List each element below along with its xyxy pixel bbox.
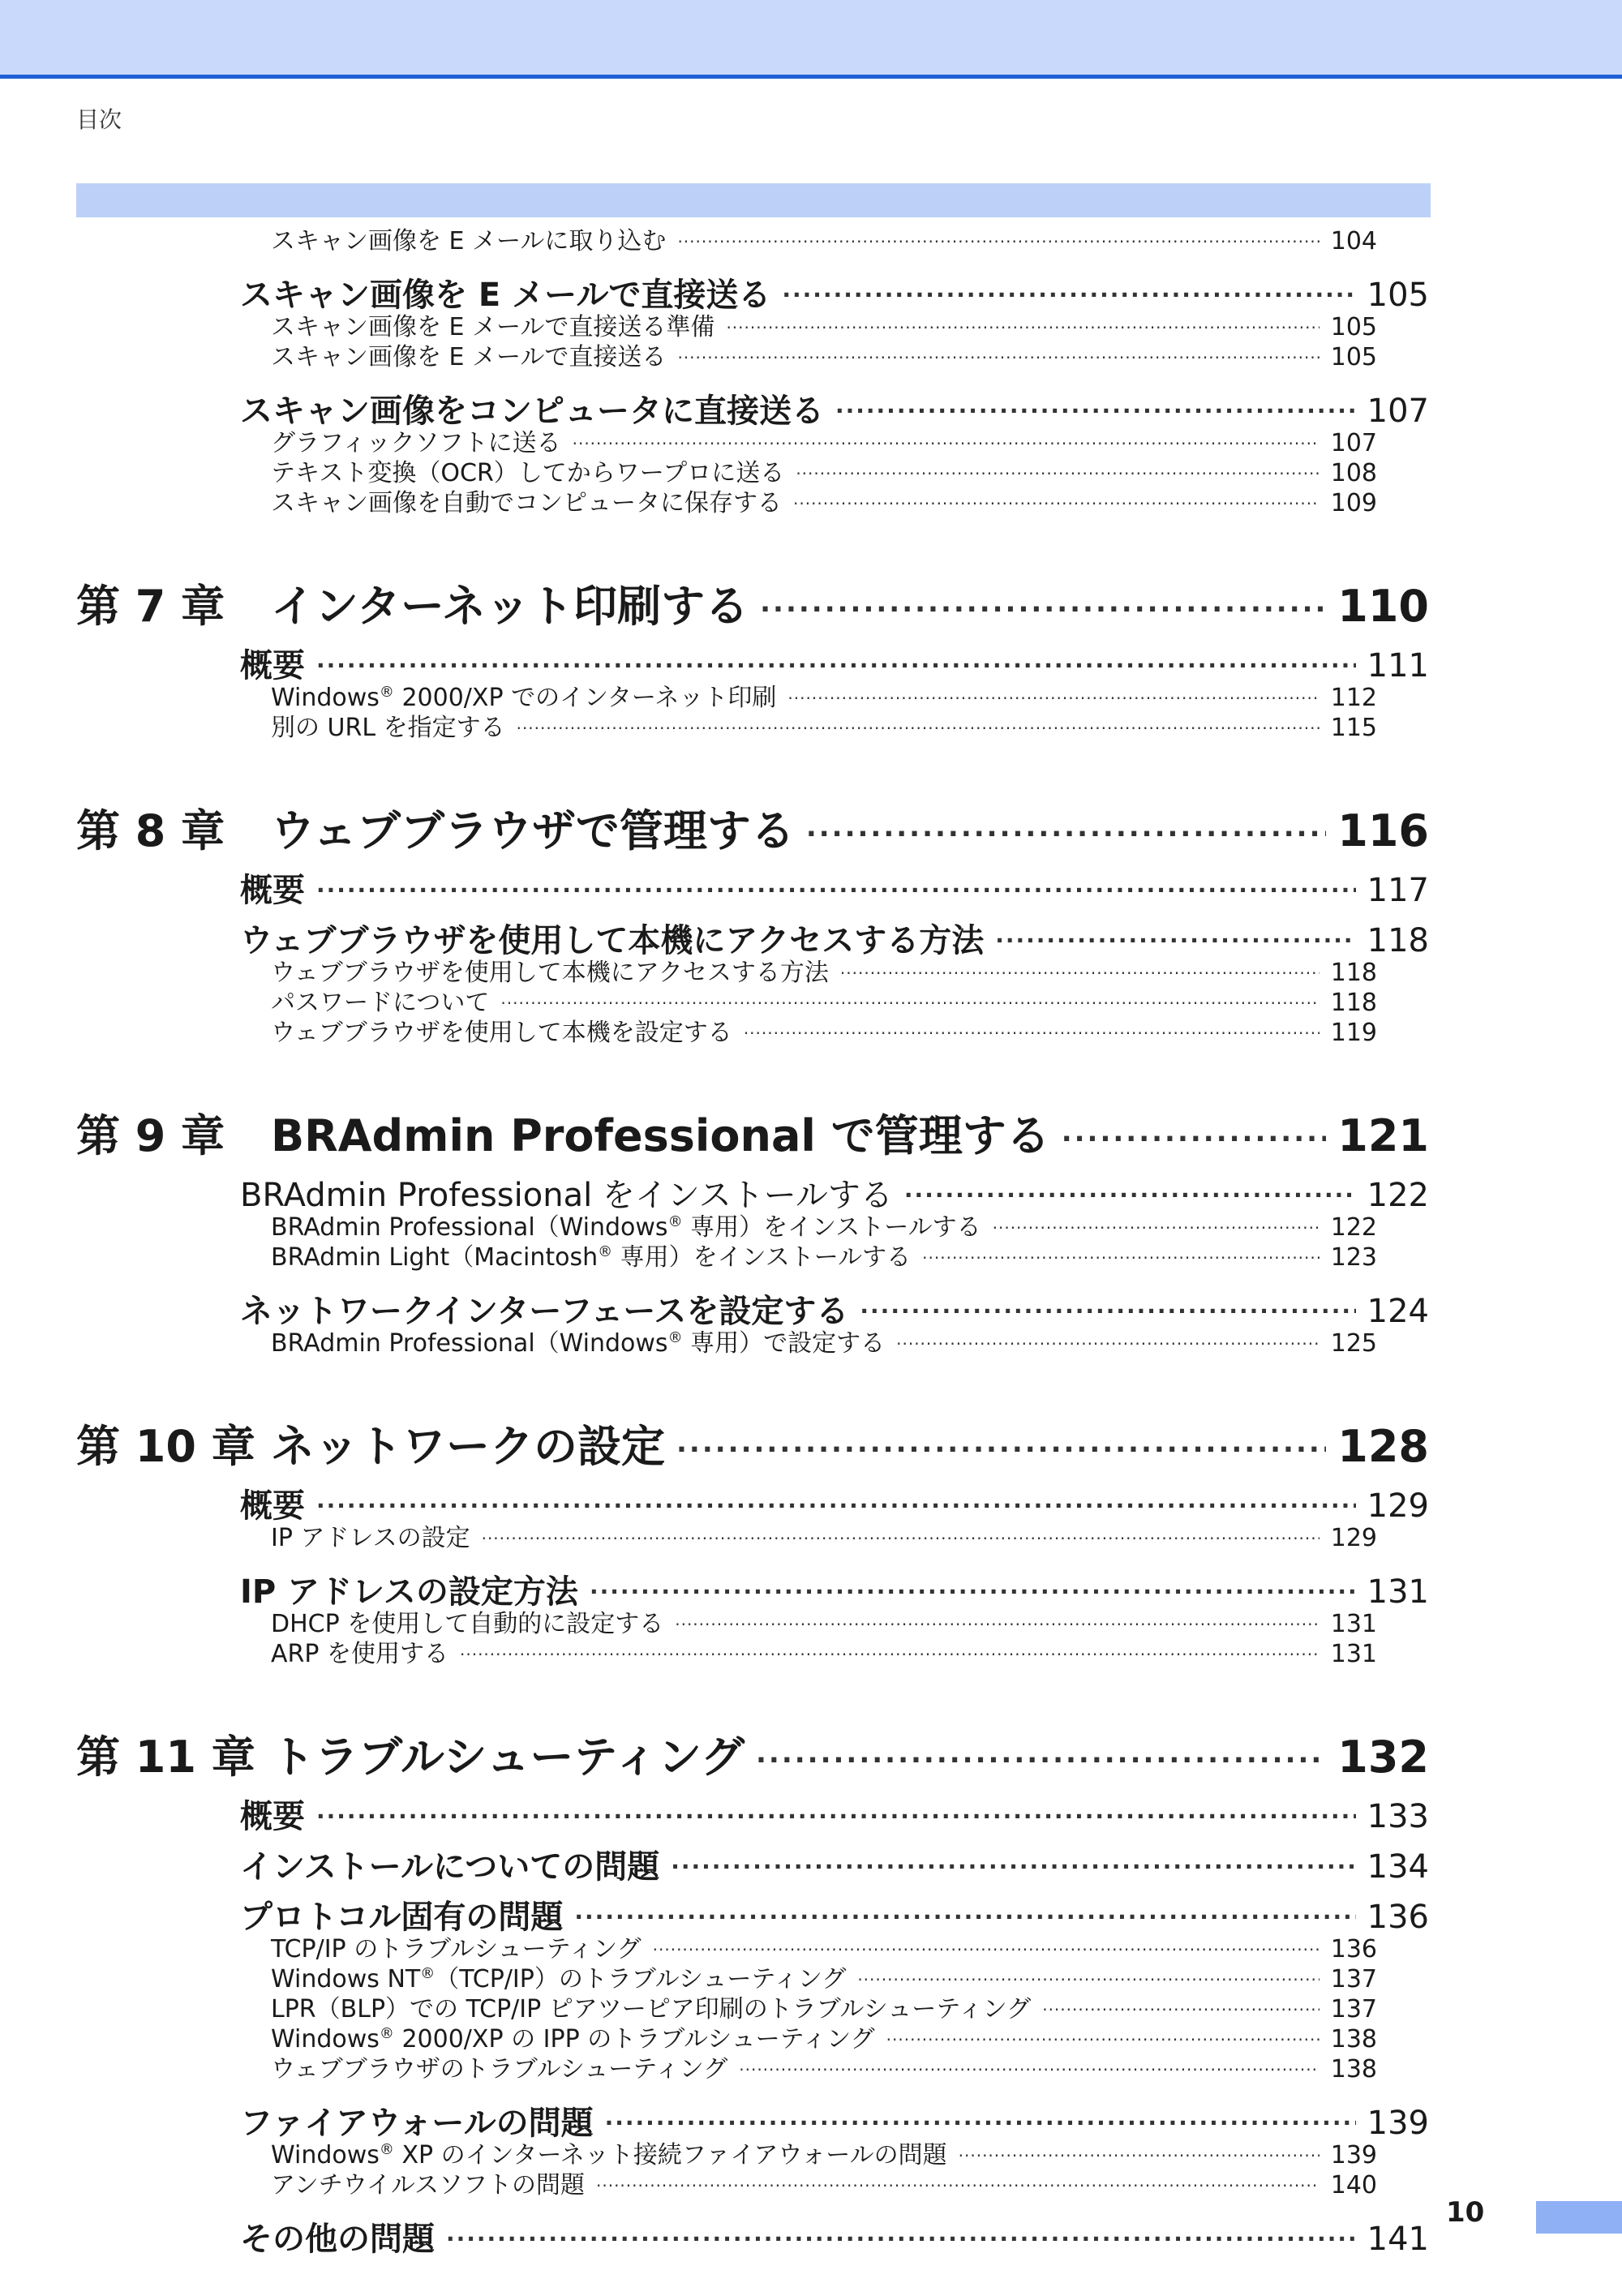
toc-entry-text-continued: 専用）をインストールする	[612, 1243, 912, 1272]
dot-leader	[1062, 1116, 1327, 1148]
toc-entry-text: パスワードについて	[271, 989, 490, 1017]
toc-entry-text: テキスト変換（OCR）してからワープロに送る	[271, 459, 785, 487]
toc-section-entry[interactable]	[240, 1841, 1429, 1886]
toc-page-number: 117	[1367, 872, 1429, 909]
dot-leader	[744, 1019, 1319, 1038]
toc-chapter-entry[interactable]	[76, 1412, 1429, 1472]
toc-entry-text-continued: XP のインターネット接続ファイアウォールの問題	[393, 2141, 947, 2169]
toc-entry-text: ウェブブラウザを使用して本機にアクセスする方法	[240, 922, 985, 959]
dot-leader	[806, 811, 1326, 843]
toc-entry-text: DHCP を使用して自動的に設定する	[271, 1610, 664, 1638]
toc-page-number: 137	[1330, 1965, 1377, 1993]
toc-entry-title	[240, 1791, 305, 1837]
toc-entry-title	[271, 1012, 732, 1048]
registered-mark: ®	[667, 1213, 683, 1231]
toc-entry-text: ウェブブラウザを使用して本機にアクセスする方法	[271, 959, 829, 987]
toc-page-number: 129	[1330, 1524, 1377, 1552]
dot-leader	[653, 1935, 1319, 1955]
toc-subsection-entry[interactable]	[271, 1603, 1377, 1638]
dot-leader	[959, 2141, 1319, 2161]
toc-entry-text: 概要	[240, 1487, 305, 1525]
toc-entry-title	[76, 1101, 1050, 1164]
toc-page-number: 137	[1330, 1995, 1377, 2023]
toc-chapter-number: 第 9 章	[76, 1110, 225, 1161]
toc-chapter-number: 第 7 章	[76, 581, 225, 632]
toc-page-number: 139	[1330, 2141, 1377, 2169]
toc-entry-text: ウェブブラウザを使用して本機を設定する	[271, 1019, 732, 1047]
registered-mark: ®	[598, 1243, 613, 1261]
toc-entry-text: スキャン画像を自動でコンピュータに保存する	[271, 489, 782, 517]
toc-entry-text-continued: （TCP/IP）のトラブルシューティング	[435, 1965, 847, 1993]
toc-subsection-entry[interactable]	[271, 1989, 1377, 2023]
toc-subsection-entry[interactable]	[271, 2165, 1377, 2199]
toc-entry-text: 概要	[240, 872, 305, 909]
toc-entry-title	[240, 865, 305, 911]
dot-leader	[782, 276, 1355, 303]
toc-section-entry[interactable]	[240, 385, 1429, 430]
running-head: 目次	[76, 106, 122, 133]
toc-page-number: 141	[1367, 2221, 1429, 2258]
toc-subsection-entry[interactable]	[271, 1237, 1377, 1272]
dot-leader	[860, 1292, 1355, 1319]
dot-leader	[573, 429, 1319, 448]
toc-entry-text: アンチウイルスソフトの問題	[271, 2171, 585, 2199]
dot-leader	[517, 714, 1319, 733]
toc-entry-text: インターネット印刷する	[271, 581, 749, 632]
toc-subsection-entry[interactable]	[271, 952, 1377, 987]
toc-chapter-entry[interactable]	[76, 796, 1429, 856]
toc-page-number: 131	[1330, 1610, 1377, 1638]
registered-mark: ®	[379, 2141, 394, 2159]
dot-leader	[316, 1797, 1356, 1824]
toc-page-number: 111	[1367, 647, 1429, 685]
dot-leader	[793, 489, 1319, 509]
toc-entry-title	[271, 337, 666, 372]
toc-subsection-entry[interactable]	[271, 423, 1377, 457]
dot-leader	[904, 1176, 1356, 1203]
dot-leader	[840, 959, 1319, 978]
toc-subsection-entry[interactable]	[271, 982, 1377, 1017]
toc-page-number: 108	[1330, 459, 1377, 487]
dot-leader	[922, 1243, 1319, 1263]
toc-page-number: 119	[1330, 1019, 1377, 1047]
toc-entry-title	[76, 572, 749, 634]
dot-leader	[671, 1848, 1355, 1874]
dot-leader	[316, 1487, 1356, 1513]
toc-subsection-entry[interactable]	[271, 2019, 1377, 2054]
toc-section-entry[interactable]	[240, 2097, 1429, 2142]
dot-leader	[316, 871, 1356, 898]
toc-section-entry[interactable]	[240, 2213, 1429, 2258]
registered-mark: ®	[379, 2025, 394, 2043]
toc-section-entry[interactable]	[240, 915, 1429, 959]
toc-page-number: 107	[1330, 429, 1377, 457]
toc-subsection-entry[interactable]	[271, 1517, 1377, 1552]
registered-mark: ®	[420, 1965, 436, 1983]
toc-entry-title	[271, 2049, 727, 2084]
toc-subsection-entry[interactable]	[271, 677, 1377, 712]
toc-entry-text: BRAdmin Light（Macintosh	[271, 1243, 599, 1272]
toc-entry-text: スキャン画像を E メールに取り込む	[271, 227, 667, 255]
toc-subsection-entry[interactable]	[271, 1012, 1377, 1047]
toc-section-entry[interactable]	[240, 269, 1429, 314]
toc-entry-text: ネットワークの設定	[271, 1421, 665, 1472]
toc-entry-text: ウェブブラウザで管理する	[271, 805, 795, 856]
toc-entry-title	[76, 1412, 665, 1474]
toc-subsection-entry[interactable]	[271, 707, 1377, 742]
toc-entry-text: ネットワークインターフェースを設定する	[240, 1293, 849, 1330]
dot-leader	[675, 1610, 1319, 1629]
toc-entry-title	[240, 1841, 659, 1887]
toc-chapter-number: 第 10 章	[76, 1421, 255, 1472]
toc-entry-text: IP アドレスの設定	[271, 1524, 470, 1552]
toc-page-number: 105	[1330, 313, 1377, 341]
dot-leader	[676, 1427, 1326, 1459]
toc-entry-text: Windows	[271, 684, 380, 712]
toc-entry-text: ウェブブラウザのトラブルシューティング	[271, 2055, 728, 2084]
toc-subsection-entry[interactable]	[271, 483, 1377, 517]
toc-entry-text: 概要	[240, 1798, 305, 1835]
toc-page-number: 129	[1367, 1487, 1429, 1525]
toc-entry-text: ファイアウォールの問題	[240, 2105, 594, 2142]
dot-leader	[460, 1640, 1319, 1659]
toc-page-number: 122	[1330, 1213, 1377, 1242]
toc-entry-text: Windows	[271, 2141, 380, 2169]
toc-page-number: 118	[1367, 922, 1429, 959]
toc-entry-text: TCP/IP のトラブルシューティング	[271, 1935, 642, 1963]
dot-leader	[1042, 1995, 1319, 2015]
toc-page-number: 118	[1330, 989, 1377, 1017]
toc-page-number: 123	[1330, 1243, 1377, 1272]
dot-leader	[739, 2055, 1319, 2075]
toc-entry-text: BRAdmin Professional をインストールする	[240, 1177, 893, 1214]
toc-entry-title	[271, 707, 505, 743]
dot-leader	[596, 2171, 1319, 2191]
dot-leader	[446, 2220, 1356, 2247]
dot-leader	[605, 2104, 1356, 2131]
dot-leader	[316, 646, 1356, 673]
toc-subsection-entry[interactable]	[271, 221, 1377, 255]
toc-entry-text: Windows NT	[271, 1965, 421, 1993]
toc-page-number: 138	[1330, 2055, 1377, 2084]
dot-leader	[726, 313, 1319, 333]
toc-entry-text-continued: 2000/XP でのインターネット印刷	[393, 684, 777, 712]
toc-section-entry[interactable]	[240, 1891, 1429, 1936]
toc-chapter-entry[interactable]	[76, 1723, 1429, 1783]
toc-chapter-number: 第 8 章	[76, 805, 225, 856]
dot-leader	[993, 1213, 1319, 1233]
dot-leader	[760, 586, 1326, 619]
toc-section-entry[interactable]	[240, 865, 1429, 909]
toc-entry-title	[76, 1723, 744, 1785]
toc-entry-text-continued: 専用）で設定する	[682, 1329, 886, 1358]
toc-subsection-entry[interactable]	[271, 1959, 1377, 1993]
toc-page-number: 138	[1330, 2025, 1377, 2054]
toc-section-entry[interactable]	[240, 1480, 1429, 1525]
dot-leader	[574, 1898, 1355, 1925]
toc-entry-text-continued: 専用）をインストールする	[682, 1213, 981, 1242]
toc-subsection-entry[interactable]	[271, 453, 1377, 487]
section-bar	[76, 183, 1431, 217]
toc-entry-title	[271, 2165, 585, 2200]
toc-subsection-entry[interactable]	[271, 1207, 1377, 1242]
toc-page-number: 105	[1330, 343, 1377, 371]
toc-subsection-entry[interactable]	[271, 307, 1377, 341]
toc-entry-text-continued: 2000/XP の IPP のトラブルシューティング	[393, 2025, 875, 2054]
toc-page-number: 136	[1367, 1899, 1429, 1936]
toc-entry-title	[271, 1517, 470, 1553]
dot-leader	[857, 1965, 1319, 1985]
page-number: 10	[1446, 2196, 1485, 2229]
toc-entry-text: Windows	[271, 2025, 380, 2054]
toc-page-number: 115	[1330, 714, 1377, 742]
toc-page-number: 105	[1367, 277, 1429, 314]
dot-leader	[787, 684, 1319, 703]
toc-page-number: 139	[1367, 2105, 1429, 2142]
dot-leader	[590, 1573, 1356, 1599]
toc-page-number: 134	[1367, 1848, 1429, 1886]
dot-leader	[677, 343, 1319, 363]
toc-page-number: 133	[1367, 1798, 1429, 1835]
toc-entry-text: グラフィックソフトに送る	[271, 429, 561, 457]
toc-chapter-entry[interactable]	[76, 572, 1429, 632]
toc-page-number: 125	[1330, 1329, 1377, 1358]
dot-leader	[896, 1329, 1319, 1349]
dot-leader	[500, 989, 1319, 1008]
toc-entry-title	[271, 483, 782, 518]
toc-page-number: 132	[1337, 1732, 1429, 1783]
toc-chapter-number: 第 11 章	[76, 1732, 255, 1783]
dot-leader	[482, 1524, 1319, 1543]
dot-leader	[995, 921, 1355, 948]
toc-section-entry[interactable]	[240, 1791, 1429, 1835]
toc-page-number: 118	[1330, 959, 1377, 987]
toc-page-number: 131	[1330, 1640, 1377, 1668]
toc-page-number: 131	[1367, 1573, 1429, 1611]
top-header-band	[0, 0, 1622, 79]
toc-subsection-entry[interactable]	[271, 337, 1377, 371]
toc-section-entry[interactable]	[240, 1169, 1429, 1214]
toc-entry-text: インストールについての問題	[240, 1848, 660, 1886]
toc-page-number: 112	[1330, 684, 1377, 712]
toc-entry-title	[271, 221, 666, 256]
toc-section-entry[interactable]	[240, 1285, 1429, 1330]
toc-page-number: 128	[1337, 1421, 1429, 1472]
toc-subsection-entry[interactable]	[271, 2135, 1377, 2169]
toc-page-number: 104	[1330, 227, 1377, 255]
toc-page-number: 110	[1337, 581, 1429, 632]
dot-leader	[796, 459, 1319, 479]
toc-section-entry[interactable]	[240, 640, 1429, 685]
toc-entry-text: BRAdmin Professional で管理する	[271, 1110, 1050, 1161]
toc-chapter-entry[interactable]	[76, 1101, 1429, 1161]
toc-entry-text: BRAdmin Professional（Windows	[271, 1213, 668, 1242]
toc-subsection-entry[interactable]	[271, 2049, 1377, 2084]
toc-page-number: 140	[1330, 2171, 1377, 2199]
page-corner-tab	[1536, 2201, 1622, 2234]
toc-entry-text: スキャン画像を E メールで直接送る	[240, 277, 771, 314]
toc-entry-title	[240, 2213, 435, 2260]
toc-subsection-entry[interactable]	[271, 1633, 1377, 1668]
toc-entry-text: LPR（BLP）での TCP/IP ピアツーピア印刷のトラブルシューティング	[271, 1995, 1032, 2023]
toc-entry-text: プロトコル固有の問題	[240, 1899, 564, 1936]
toc-entry-text: ARP を使用する	[271, 1640, 448, 1668]
toc-page-number: 122	[1367, 1177, 1429, 1214]
toc-entry-text: トラブルシューティング	[271, 1732, 745, 1783]
toc-entry-text: その他の問題	[240, 2221, 435, 2258]
toc-entry-text: 概要	[240, 647, 305, 685]
toc-subsection-entry[interactable]	[271, 1323, 1377, 1358]
registered-mark: ®	[379, 684, 394, 702]
toc-page-number: 107	[1367, 393, 1429, 430]
toc-page-number: 136	[1330, 1935, 1377, 1963]
registered-mark: ®	[667, 1329, 683, 1347]
toc-entry-title	[271, 1633, 448, 1669]
toc-entry-text: BRAdmin Professional（Windows	[271, 1329, 668, 1358]
toc-entry-title	[271, 1323, 885, 1358]
toc-entry-text: IP アドレスの設定方法	[240, 1573, 578, 1611]
dot-leader	[886, 2025, 1319, 2045]
toc-entry-text: スキャン画像をコンピュータに直接送る	[240, 393, 824, 430]
toc-section-entry[interactable]	[240, 1566, 1429, 1611]
toc-page-number: 121	[1337, 1110, 1429, 1161]
dot-leader	[835, 392, 1356, 418]
toc-entry-title	[76, 796, 795, 859]
dot-leader	[677, 227, 1319, 247]
toc-page-number: 116	[1337, 805, 1429, 856]
toc-page-number: 124	[1367, 1293, 1429, 1330]
toc-page-number: 109	[1330, 489, 1377, 517]
toc-entry-text: スキャン画像を E メールで直接送る準備	[271, 313, 715, 341]
toc-entry-title	[271, 1237, 911, 1272]
dot-leader	[756, 1737, 1326, 1770]
toc-entry-text: スキャン画像を E メールで直接送る	[271, 343, 667, 371]
toc-entry-text: 別の URL を指定する	[271, 714, 505, 742]
toc-subsection-entry[interactable]	[271, 1929, 1377, 1963]
